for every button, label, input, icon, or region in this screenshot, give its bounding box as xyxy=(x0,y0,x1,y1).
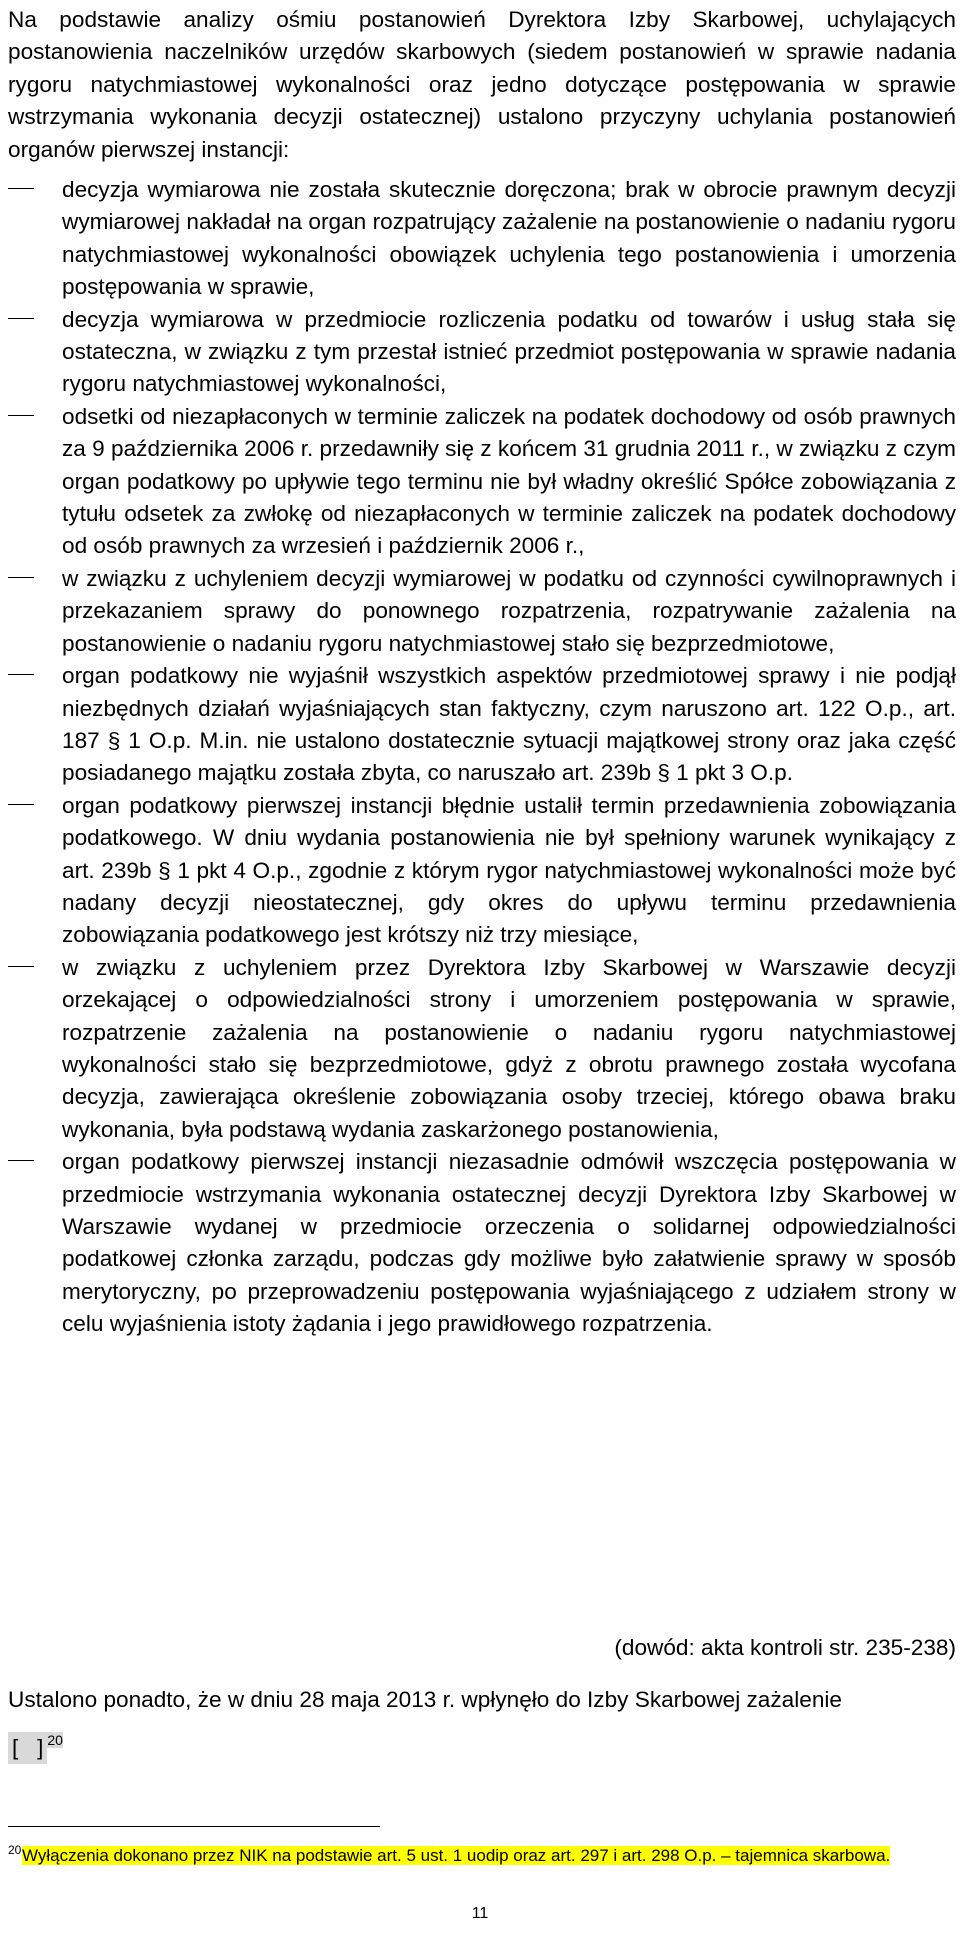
footnote-text: Wyłączenia dokonano przez NIK na podstawie art. 5 ust. 1 uodip oraz art. 297 i art. 298 O.p. – tajemnica skarbowa. xyxy=(22,1846,891,1865)
closing-paragraph: Ustalono ponadto, że w dniu 28 maja 2013 r. wpłynęło do Izby Skarbowej zażalenie xyxy=(8,1687,842,1712)
list-item xyxy=(8,304,956,401)
list-item-text: odsetki od niezapłaconych w terminie zaliczek na podatek dochodowy od osób prawnych za 9 października 2006 r. przedawniły się z końcem 31 grudnia 2011 r., w związku z czym organ podatkowy po upływie tego terminu nie był władny określić Spółce zobowiązania z tytułu odsetek za zwłokę od niezapłaconych w terminie zaliczek na podatek dochodowy od osób prawnych za wrzesień i październik 2006 r., xyxy=(62,403,956,559)
dash-bullet xyxy=(8,415,34,416)
intro-paragraph: Na podstawie analizy ośmiu postanowień Dyrektora Izby Skarbowej, uchylających postanowienia naczelników urzędów skarbowych (siedem postanowień w sprawie nadania rygoru natychmiastowej wykonalności oraz jedno dotyczące postępowania w sprawie wstrzymania wykonania decyzji ostatecznej) ustalono przyczyny uchylania postanowień organów pierwszej instancji: xyxy=(8,7,956,162)
dash-bullet xyxy=(8,804,34,805)
list-item-text: organ podatkowy nie wyjaśnił wszystkich aspektów przedmiotowej sprawy i nie podjął niezbędnych działań wyjaśniających stan faktyczny, czym naruszono art. 122 O.p., art. 187 § 1 O.p. M.in. nie ustalono dostatecznie sytuacji majątkowej strony oraz jaka część posiadanego majątku została zbyta, co naruszało art. 239b § 1 pkt 3 O.p. xyxy=(62,663,956,786)
dash-bullet xyxy=(8,674,34,675)
dash-bullet xyxy=(8,966,34,967)
footnote-reference[interactable]: 20 xyxy=(47,1732,63,1748)
dash-bullet xyxy=(8,318,34,319)
redaction-block xyxy=(8,1724,63,1764)
list-item xyxy=(8,1146,956,1340)
list-item xyxy=(8,790,956,952)
list-item xyxy=(8,952,956,1146)
list-item xyxy=(8,174,956,304)
list-item xyxy=(8,401,956,563)
list-item-text: organ podatkowy pierwszej instancji błędnie ustalił termin przedawnienia zobowiązania podatkowego. W dniu wydania postanowienia nie był spełniony warunek wynikający z art. 239b § 1 pkt 4 O.p., zgodnie z którym rygor natychmiastowej wykonalności może być nadany decyzji nieostatecznej, gdy okres do upływu terminu przedawnienia zobowiązania podatkowego jest krótszy niż trzy miesiące, xyxy=(62,792,956,948)
footnote xyxy=(8,1844,960,1868)
list-item-text: organ podatkowy pierwszej instancji niezasadnie odmówił wszczęcia postępowania w przedmiocie wstrzymania wykonania ostatecznej decyzji Dyrektora Izby Skarbowej w Warszawie wydanej w przedmiocie orzeczenia o solidarnej odpowiedzialności podatkowej członka zarządu, podczas gdy możliwe było załatwienie sprawy w sposób merytoryczny, po przeprowadzeniu postępowania wyjaśniającego z udziałem strony w celu wyjaśnienia istoty żądania i jego prawidłowego rozpatrzenia. xyxy=(62,1149,956,1337)
list-item xyxy=(8,563,956,660)
footnote-number: 20 xyxy=(8,1843,22,1857)
page-number: 11 xyxy=(471,1905,489,1922)
list-item-text: decyzja wymiarowa nie została skutecznie doręczona; brak w obrocie prawnym decyzji wymiarowej nakładał na organ rozpatrujący zażalenie na postanowienie o nadaniu rygoru natychmiastowej wykonalności obowiązek uchylenia tego postanowienia i umorzenia postępowania w sprawie, xyxy=(62,177,956,300)
dash-bullet xyxy=(8,1160,34,1161)
findings-list xyxy=(8,174,956,1341)
footnote-separator xyxy=(8,1826,380,1827)
list-item-text: w związku z uchyleniem decyzji wymiarowej w podatku od czynności cywilnoprawnych i przekazaniem sprawy do ponownego rozpatrzenia, rozpatrywanie zażalenia na postanowienie o nadaniu rygoru natychmiastowej stało się bezprzedmiotowe, xyxy=(62,565,956,656)
evidence-reference: (dowód: akta kontroli str. 235-238) xyxy=(614,1635,956,1660)
list-item-text: decyzja wymiarowa w przedmiocie rozliczenia podatku od towarów i usług stała się ostateczna, w związku z tym przestał istnieć przedmiot postępowania w sprawie nadania rygoru natychmiastowej wykonalności, xyxy=(62,306,956,397)
dash-bullet xyxy=(8,188,34,189)
dash-bullet xyxy=(8,577,34,578)
list-item-text: w związku z uchyleniem przez Dyrektora Izby Skarbowej w Warszawie decyzji orzekającej o odpowiedzialności strony i umorzeniem postępowania w sprawie, rozpatrzenie zażalenia na postanowienie o nadaniu rygoru natychmiastowej wykonalności stało się bezprzedmiotowe, gdyż z obrotu prawnego została wycofana decyzja, zawierająca określenie zobowiązania osoby trzeciej, którego obawa braku wykonania, była podstawą wydania zaskarżonego postanowienia, xyxy=(62,954,956,1142)
list-item xyxy=(8,660,956,790)
redaction-box: [ ] xyxy=(8,1732,47,1764)
